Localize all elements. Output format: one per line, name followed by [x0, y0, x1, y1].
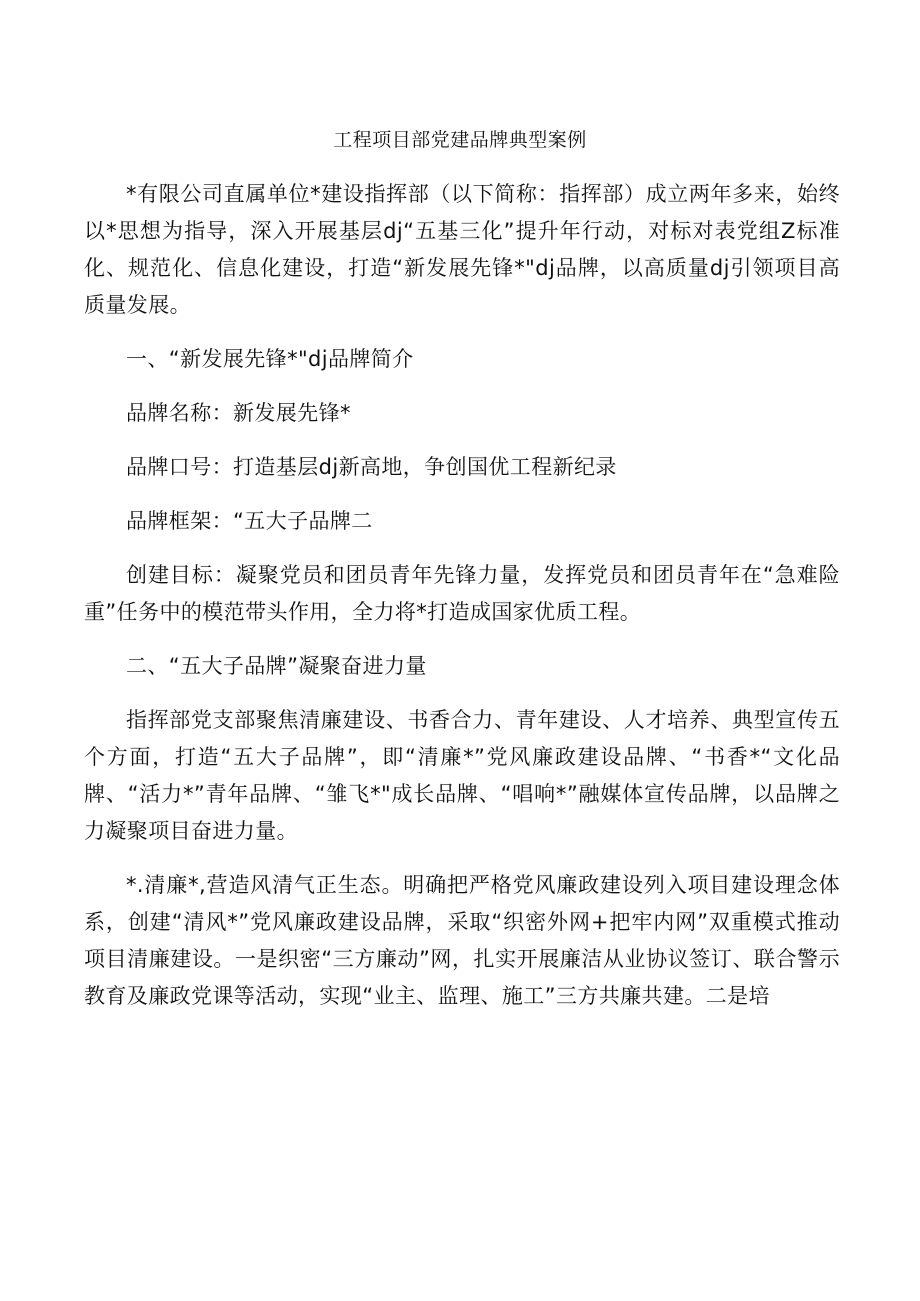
intro-paragraph: *有限公司直属单位*建设指挥部（以下简称：指挥部）成立两年多来，始终以*思想为指导，深入开展基层dj“五基三化”提升年行动，对标对表党组Z标准化、规范化、信息化建设，打造“新发展先锋*"dj品牌，以高质量dj引领项目高质量发展。	[84, 182, 840, 317]
document-body	[84, 176, 840, 1032]
brand-slogan-line: 品牌口号：打造基层dj新高地，争创国优工程新纪录	[126, 455, 617, 479]
brand-name-line: 品牌名称：新发展先锋*	[126, 401, 351, 425]
document-title: 工程项目部党建品牌典型案例	[333, 129, 587, 151]
brand-framework-line: 品牌框架：“五大子品牌二	[126, 509, 373, 533]
goal-paragraph: 创建目标：凝聚党员和团员青年先锋力量，发挥党员和团员青年在“急难险重”任务中的模范带头作用，全力将*打造成国家优质工程。	[84, 563, 840, 624]
section-heading-2: 二、“五大子品牌”凝聚奋进力量	[126, 654, 427, 678]
five-brands-paragraph: 指挥部党支部聚焦清廉建设、书香合力、青年建设、人才培养、典型宣传五个方面，打造“五大子品牌”，即“清廉*”党风廉政建设品牌、“书香*“文化品牌、“活力*”青年品牌、“雏飞*"成长品牌、“唱响*”融媒体宣传品牌，以品牌之力凝聚项目奋进力量。	[84, 708, 840, 843]
section-heading-1: 一、“新发展先锋*"dj品牌简介	[126, 347, 414, 371]
clean-brand-paragraph: *.清廉*,营造风清气正生态。明确把严格党风廉政建设列入项目建设理念体系，创建“清风*”党风廉政建设品牌，采取“织密外网+把牢内网”双重模式推动项目清廉建设。一是织密“三方廉动”网，扎实开展廉洁从业协议签订、联合警示教育及廉政党课等活动，实现“业主、监理、施工”三方共廉共建。二是培	[84, 873, 840, 1008]
